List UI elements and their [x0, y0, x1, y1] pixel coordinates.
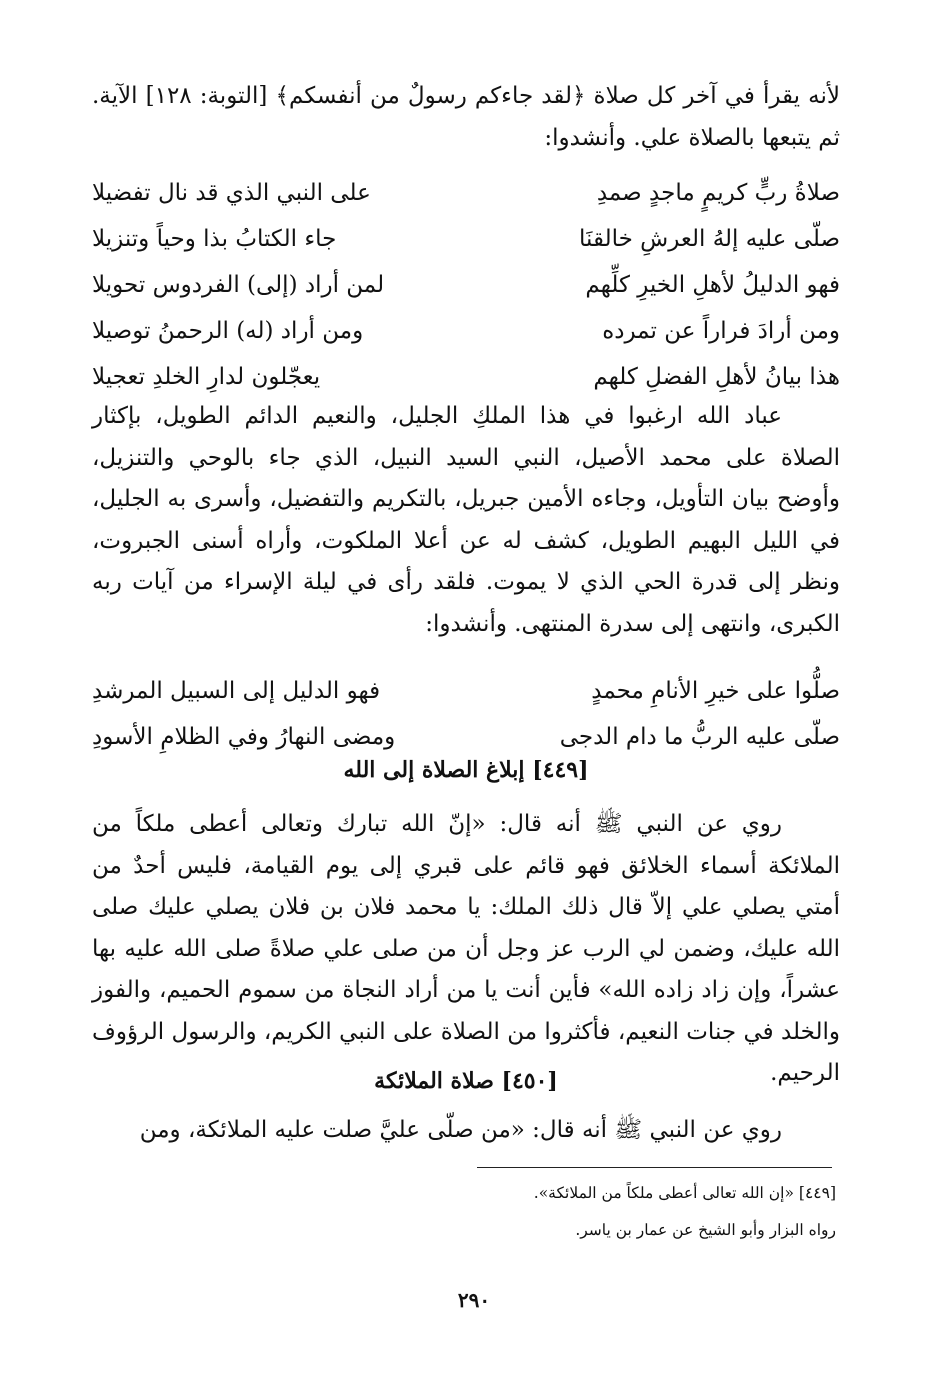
verse-first-hemistich: صلّى عليه الربُّ ما دام الدجى: [559, 724, 840, 750]
verse-first-hemistich: هذا بيانُ لأهلِ الفضلِ كلهم: [593, 364, 840, 390]
poem-verse: [92, 308, 840, 354]
section-449-body: روي عن النبي ﷺ أنه قال: «إنّ الله تبارك وتعالى أعطى ملكاً من الملائكة أسماء الخلائق فهو قائم على قبري إلى يوم القيامة، فليس أحدٌ من أمتي يصلي علي إلاّ قال ذلك الملك: يا محمد فلان بن فلان يصلي عليك صلى الله عليك، وضمن لي الرب عز وجل أن من صلى علي صلاةً صلى الله عليه بها عشراً، وإن زاد زاده الله» فأين أنت يا من أراد النجاة من سموم الحميم، والفوز والخلد في جنات النعيم، فأكثروا من الصلاة على النبي الكريم، والرسول الرؤوف الرحيم.: [92, 811, 840, 1086]
verse-second-hemistich: فهو الدليل إلى السبيل المرشدِ: [92, 678, 381, 704]
poem-verse: [92, 714, 840, 760]
poem-verse: [92, 216, 840, 262]
verse-first-hemistich: صلاةُ ربٍّ كريمٍ ماجدٍ صمدِ: [596, 180, 840, 206]
section-449-heading: [٤٤٩] إبلاغ الصلاة إلى الله: [343, 757, 589, 783]
section-450-body: روي عن النبي ﷺ أنه قال: «من صلّى عليَّ صلت عليه الملائكة، ومن: [139, 1117, 782, 1143]
footnote-divider: [477, 1167, 832, 1168]
verse-first-hemistich: صلّى عليه إلهُ العرشِ خالقنَا: [579, 226, 840, 252]
page-number: ٢٩٠: [457, 1288, 491, 1312]
verse-first-hemistich: صلُّوا على خيرِ الأنامِ محمدٍ: [591, 678, 840, 704]
verse-second-hemistich: ومن أراد (له) الرحمنُ توصيلا: [92, 318, 364, 344]
verse-second-hemistich: يعجّلون لدارِ الخلدِ تعجيلا: [92, 364, 321, 390]
verse-first-hemistich: فهو الدليلُ لأهلِ الخيرِ كلِّهم: [585, 272, 840, 298]
verse-second-hemistich: جاء الكتابُ بذا وحياً وتنزيلا: [92, 226, 337, 252]
middle-paragraph: عباد الله ارغبوا في هذا الملكِ الجليل، والنعيم الدائم الطويل، بإكثار الصلاة على محمد الأصيل، النبي السيد النبيل، الذي جاء بالوحي والتنزيل، وأوضح بيان التأويل، وجاءه الأمين جبريل، بالتكريم والتفضيل، وأسرى به الجليل، في الليل البهيم الطويل، كشف له عن أعلا الملكوت، وأراه أسنى الجبروت، ونظر إلى قدرة الحي الذي لا يموت. فلقد رأى في ليلة الإسراء من آيات ربه الكبرى، وانتهى إلى سدرة المنتهى. وأنشدوا:: [92, 403, 840, 637]
poem-verse: [92, 262, 840, 308]
poem-verse: [92, 668, 840, 714]
verse-second-hemistich: لمن أراد (إلى) الفردوس تحويلا: [92, 272, 385, 298]
intro-paragraph: لأنه يقرأ في آخر كل صلاة ﴿لقد جاءكم رسولٌ من أنفسكم﴾ [التوبة: ١٢٨] الآية. ثم يتبعها بالصلاة علي. وأنشدوا:: [92, 83, 840, 151]
footnote-line: رواه البزار وأبو الشيخ عن عمار بن ياسر.: [575, 1221, 836, 1239]
verse-second-hemistich: على النبي الذي قد نال تفضيلا: [92, 180, 371, 206]
poem-two: [92, 668, 840, 760]
poem-verse: [92, 170, 840, 216]
poem-one: [92, 170, 840, 400]
poem-verse: [92, 354, 840, 400]
footnote-line: [٤٤٩] «إن الله تعالى أعطى ملكاً من الملائكة».: [533, 1184, 836, 1202]
verse-first-hemistich: ومن أرادَ فراراً عن تمرده: [602, 318, 840, 344]
verse-second-hemistich: ومضى النهارُ وفي الظلامِ الأسودِ: [92, 724, 396, 750]
section-450-heading: [٤٥٠] صلاة الملائكة: [374, 1068, 558, 1094]
